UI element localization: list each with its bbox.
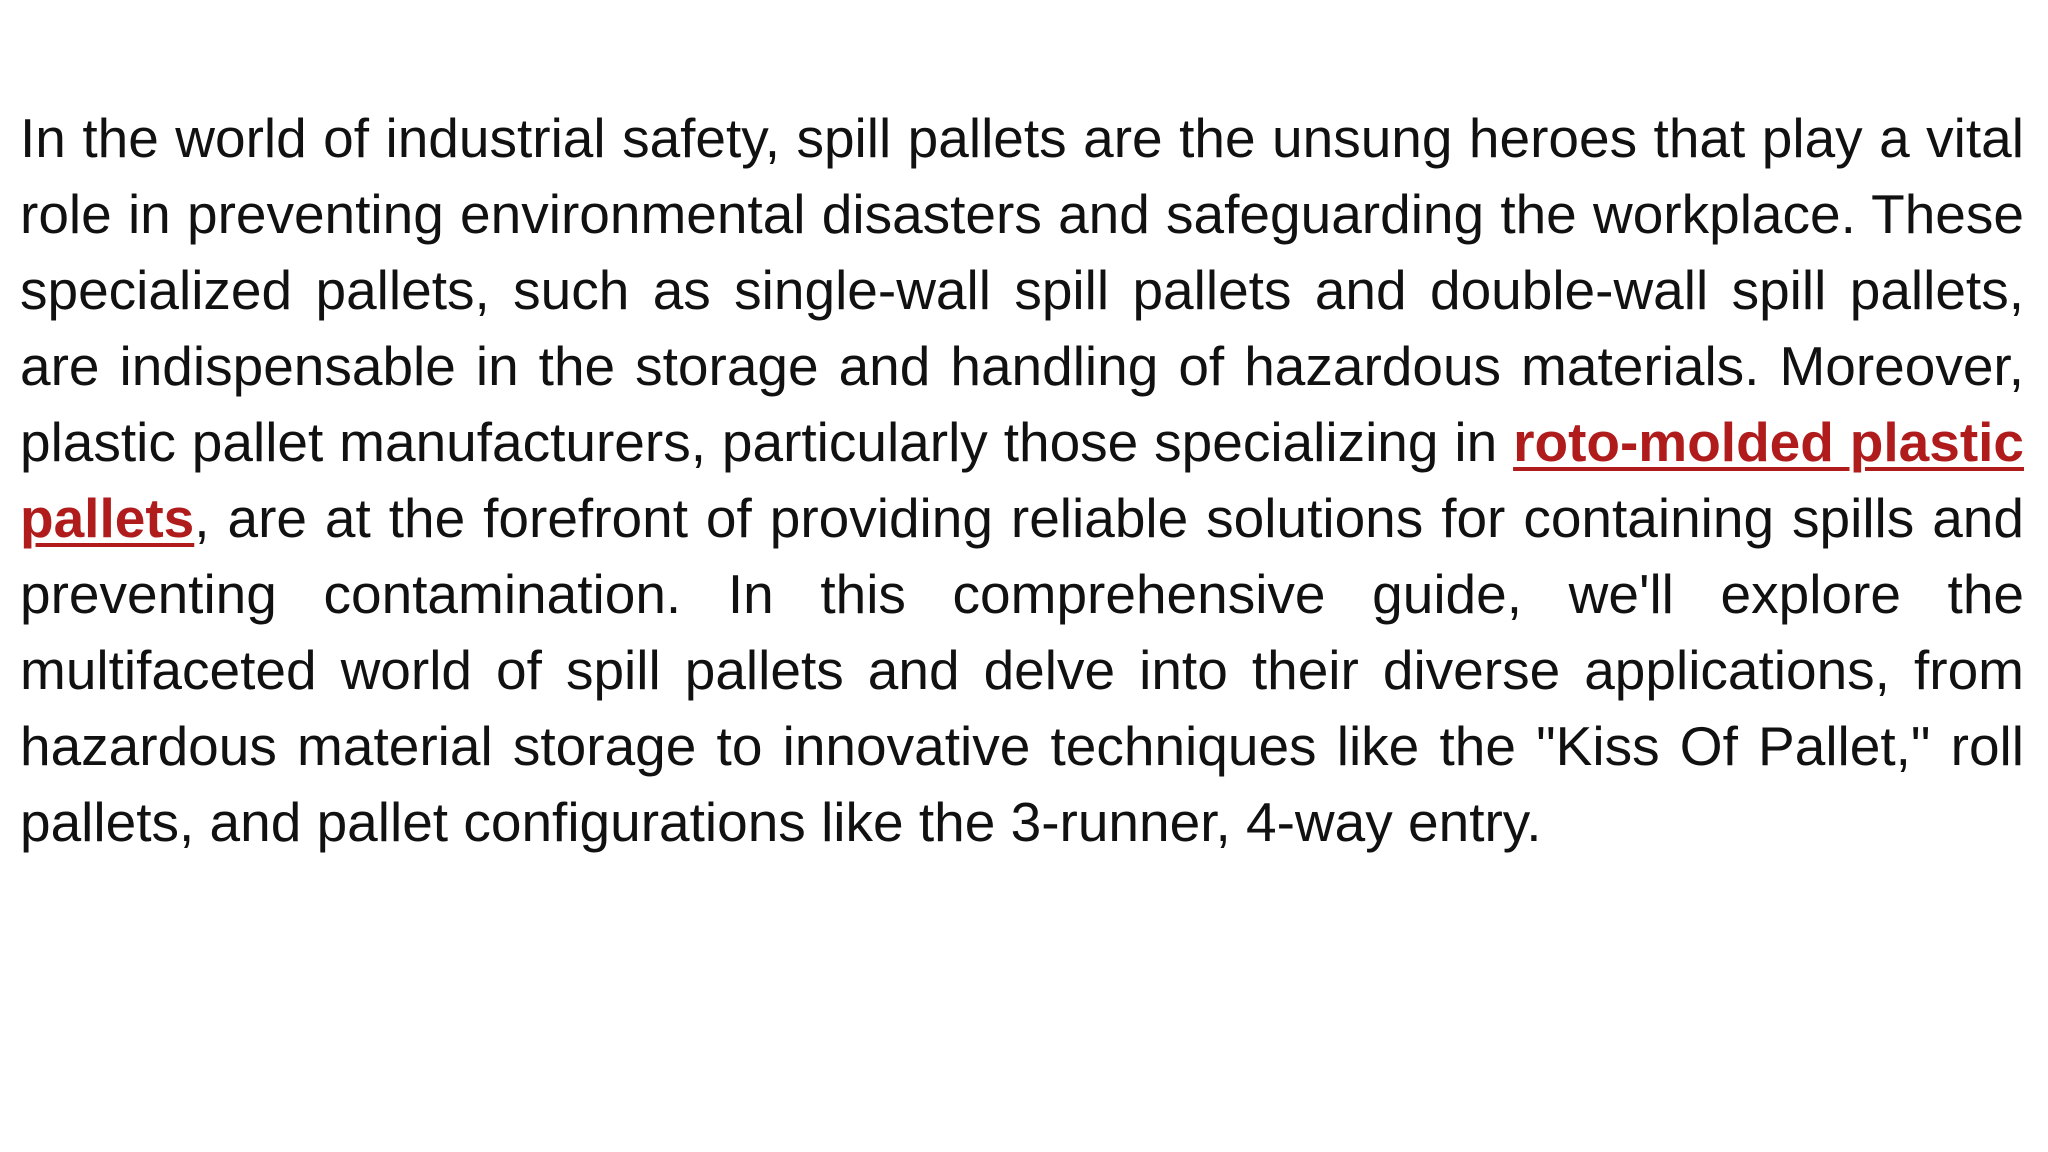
paragraph-text-after-link: , are at the forefront of providing reliable solutions for containing spills and preventing contamination. In this comprehensive guide, we'll explore the multifaceted world of spill pallets and delve into their diverse applications, from hazardous material storage to innovative techniques like the "Kiss Of Pallet," roll pallets, and pallet configurations like the 3-runner, 4-way entry. — [20, 487, 2024, 853]
paragraph-text-before-link: In the world of industrial safety, spill pallets are the unsung heroes that play a vital role in preventing environmental disasters and safeguarding the workplace. These specialized pallets, such as single-wall spill pallets and double-wall spill pallets, are indispensable in the storage and handling of hazardous materials. Moreover, plastic pallet manufacturers, particularly those specializing in — [20, 107, 2024, 473]
body-paragraph — [20, 100, 2024, 860]
roto-molded-pallets-link[interactable]: roto-molded plastic pallets — [20, 411, 2025, 549]
